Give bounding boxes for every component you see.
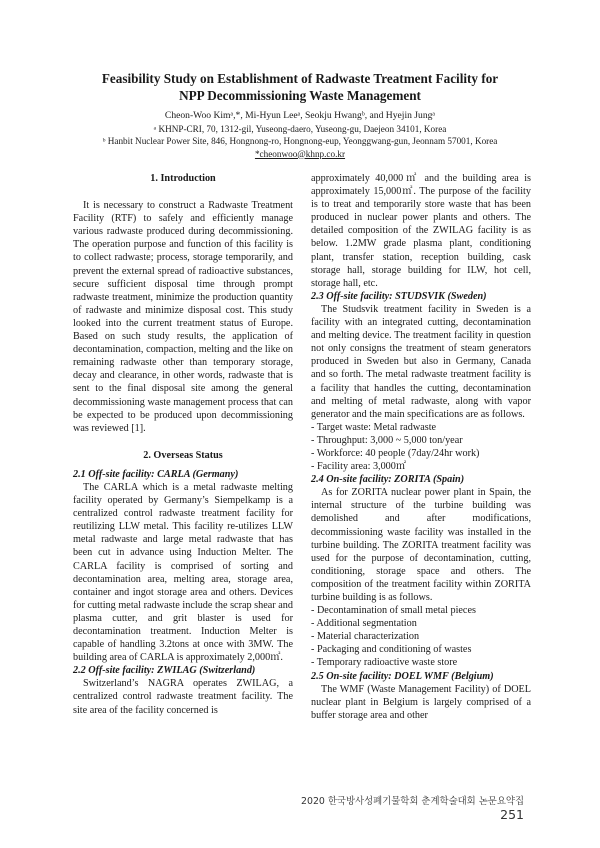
carla-paragraph: The CARLA which is a metal radwaste melting facility operated by Germany’s Siempelkamp is a centralized control radwaste treatment facility for reutilizing LLW metal. This facility re-utilizes LLW metal radwaste and large metal radwaste that has been cut in advance using Induction Melter. The CARLA facility is comprised of sorting and decontamination area, melting area, storage area, container and ingot storage area and others. Devices for cutting metal radwaste include the scrap shear and plasma cutter, and grit blaster is used for decontamination treatment. Induction Melter is capable of handling 3.2tons at once with 3MW. The building area of CARLA is approximately 2,000㎡. <box>73 481 293 664</box>
list-item: - Workforce: 40 people (7day/24hr work) <box>311 447 480 459</box>
affiliation-b: ᵇ Hanbit Nuclear Power Site, 846, Hongnong-ro, Hongnong-eup, Yeonggwang-gun, Jeonnam 57001, Korea <box>102 136 498 146</box>
list-item: - Throughput: 3,000 ~ 5,000 ton/year <box>311 434 463 446</box>
introduction-paragraph: It is necessary to construct a Radwaste Treatment Facility (RTF) to safely and efficiently manage various radwaste produced during decommissioning. The operation purpose and function of this facility is to collect radwaste; process, storage temporarily, and prevent the external spread of radioactive substances, secure sufficient disposal time through prompt radwaste treatment, minimize the production quantity of radwaste and minimize disposal cost. This study looked into the current treatment status of Europe. Based on such study results, the application of decontamination, compaction, melting and the like on remaining radwaste other than temporary storage, decay and clearance, in other words, radwaste that is sent to the final disposal site among the general decommissioning waste management process that can be expected to be produced upon decommissioning was reviewed [1]. <box>73 200 293 434</box>
doel-paragraph: The WMF (Waste Management Facility) of DOEL nuclear plant in Belgium is largely comprised of a buffer storage area and other <box>311 683 531 721</box>
list-item: - Decontamination of small metal pieces <box>311 605 476 617</box>
list-item: - Material characterization <box>311 631 420 643</box>
list-item: - Additional segmentation <box>311 618 417 630</box>
list-item: - Facility area: 3,000㎡ <box>311 461 407 473</box>
paper-title <box>60 70 540 104</box>
zwilag-paragraph-continued: approximately 40,000㎡ and the building area is approximately 15,000㎡. The purpose of the facility is to treat and temporarily store waste that has been produced in nuclear power plants and others. The detailed composition of the ZWILAG facility is as below. 1.2MW grade plasma plant, conditioning plant, transfer station, reception building, cask storage hall, storage building for ILW, hot cell, storage hall, etc. <box>311 173 531 289</box>
page-number: 251 <box>500 807 524 822</box>
subsection-heading-studsvik: 2.3 Off-site facility: STUDSVIK (Sweden) <box>311 290 487 302</box>
list-item: - Packaging and conditioning of wastes <box>311 644 472 656</box>
zorita-paragraph: As for ZORITA nuclear power plant in Spain, the internal structure of the turbine building was demolished and after modifications, decommissioning waste facility was installed in the turbine building. The ZORITA treatment facility was used for the purpose of decontamination, cutting, conditioning, storage space and others. The composition of the treatment facility within ZORITA turbine building is as follows. <box>311 487 531 603</box>
list-item: - Target waste: Metal radwaste <box>311 421 437 433</box>
subsection-heading-carla: 2.1 Off-site facility: CARLA (Germany) <box>73 468 239 480</box>
zwilag-paragraph-start: Switzerland’s NAGRA operates ZWILAG, a centralized control radwaste treatment facility. The site area of the facility concerned is <box>73 678 293 716</box>
corresponding-email[interactable]: *cheonwoo@khnp.co.kr <box>254 148 346 159</box>
left-column <box>73 172 293 717</box>
studsvik-paragraph: The Studsvik treatment facility in Sweden is a facility with an integrated cutting, decontamination and melting device. The treatment facility in question not only consigns the treatment of steam generators produced in Sweden but also in Germany, Canada and so forth. The metal radwaste treatment facility is a facility that handles the cutting, decontamination and melting of metal radwaste, along with vapor generator and the main specifications are as follows. <box>311 303 531 420</box>
title-line-1: Feasibility Study on Establishment of Radwaste Treatment Facility for <box>101 71 499 86</box>
affiliation-a: ᵃ KHNP-CRI, 70, 1312-gil, Yuseong-daero, Yuseong-gu, Daejeon 34101, Korea <box>153 123 447 134</box>
subsection-heading-zorita: 2.4 On-site facility: ZORITA (Spain) <box>311 474 465 486</box>
section-heading-overseas-status: 2. Overseas Status <box>143 449 223 461</box>
title-line-2: NPP Decommissioning Waste Management <box>179 88 421 103</box>
subsection-heading-zwilag: 2.2 Off-site facility: ZWILAG (Switzerland) <box>73 665 256 677</box>
page-footer <box>300 793 524 822</box>
conference-name: 2020 한국방사성폐기물학회 춘계학술대회 논문요약집 <box>301 796 524 807</box>
subsection-heading-doel: 2.5 On-site facility: DOEL WMF (Belgium) <box>311 670 494 682</box>
section-heading-introduction: 1. Introduction <box>150 173 216 184</box>
list-item: - Temporary radioactive waste store <box>311 657 458 669</box>
author-names: Cheon-Woo Kimᵃ,*, Mi-Hyun Leeᵃ, Seokju Hwangᵇ, and Hyejin Jungᵃ <box>164 110 436 121</box>
right-column <box>311 172 531 722</box>
author-block <box>60 110 540 160</box>
